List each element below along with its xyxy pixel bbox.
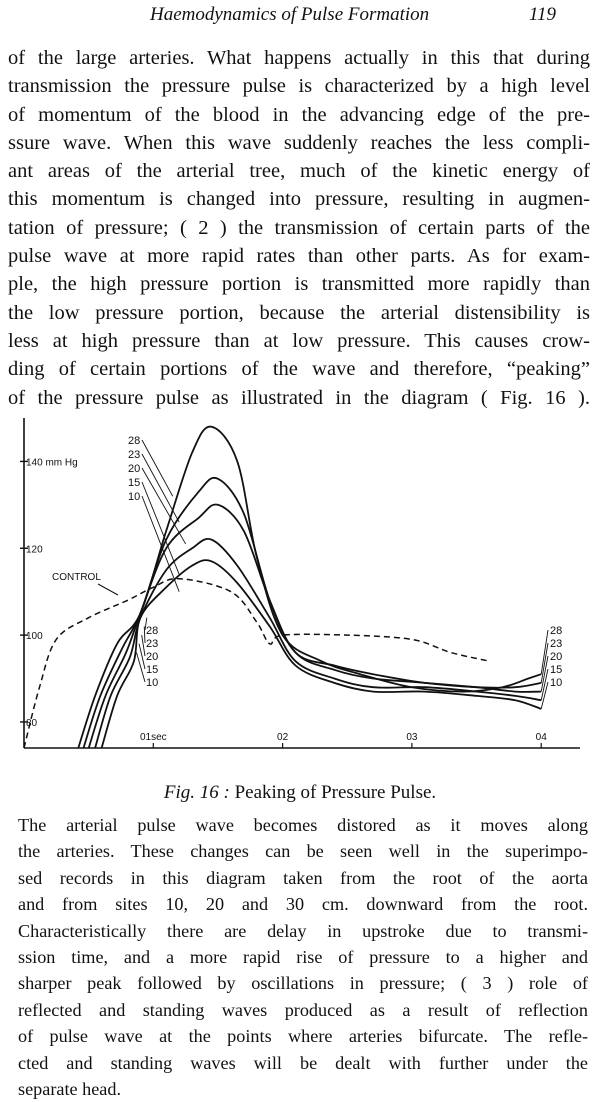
text-line: transmission the pressure pulse is characterized by a high level [8, 75, 590, 98]
end-label: 23 [550, 638, 563, 650]
x-tick-label: 03 [406, 732, 418, 743]
y-tick-label: 80 [26, 717, 38, 729]
upstroke-leader [136, 652, 145, 682]
x-tick-label: 01sec [139, 732, 167, 743]
peak-label: 20 [128, 463, 141, 475]
text-line: the arteries. These changes can be seen well in the superimpo- [18, 841, 588, 862]
series-line-23 [84, 478, 542, 748]
caption-label: Fig. 16 : [163, 782, 230, 803]
text-line: the low pressure portion, because the arterial distensibility is [8, 301, 590, 324]
upstroke-label: 10 [146, 677, 159, 689]
peak-leader [142, 454, 179, 522]
upstroke-label: 23 [146, 638, 159, 650]
upstroke-label: 28 [146, 625, 159, 637]
end-label: 28 [550, 625, 563, 637]
end-label: 10 [550, 677, 563, 689]
peak-label: 15 [128, 477, 141, 489]
series-line-28 [78, 427, 541, 748]
text-line: sed records in this diagram taken from the root of the aorta [18, 867, 588, 888]
text-line: less at high pressure than at low pressure. This causes crow- [8, 329, 590, 352]
text-line: reflected and standing waves produced as a result of reflection [18, 999, 588, 1020]
upstroke-label: 20 [146, 651, 159, 663]
text-line: Characteristically there are delay in upstroke due to transmi- [18, 920, 588, 941]
text-line: separate head. [18, 1079, 121, 1100]
x-tick-label: 02 [277, 732, 289, 743]
text-line: of the pressure pulse as illustrated in the diagram ( Fig. 16 ). [8, 386, 590, 409]
text-line: of pulse wave at the points where arteries bifurcate. The refle- [18, 1026, 588, 1047]
series-line-15 [95, 539, 541, 748]
text-line: ding of certain portions of the wave and therefore, “peaking” [8, 358, 590, 381]
paragraph-1 [8, 44, 590, 412]
y-tick-label: 100 [26, 631, 43, 643]
series-line-10 [102, 560, 542, 748]
control-line [24, 579, 490, 748]
pressure-pulse-chart [0, 398, 600, 758]
text-line: ant areas of the arterial tree, much of the kinetic energy of [8, 160, 590, 183]
y-tick-label: 140 mm Hg [26, 457, 78, 469]
end-label: 15 [550, 664, 563, 676]
figure-caption [0, 782, 600, 804]
text-line: ple, the high pressure portion is transmitted more rapidly than [8, 273, 590, 296]
text-line: tation of pressure; ( 2 ) the transmission of certain parts of the [8, 216, 590, 239]
text-line: ssure wave. When this wave suddenly reaches the less compli- [8, 131, 590, 154]
peak-label: 10 [128, 491, 141, 503]
paragraph-2 [18, 812, 588, 1102]
x-tick-label: 04 [535, 732, 547, 743]
text-line: sharper peak followed by oscillations in pressure; ( 3 ) role of [18, 973, 588, 994]
y-tick-label: 120 [26, 544, 43, 556]
control-label: CONTROL [52, 572, 101, 583]
caption-text: Peaking of Pressure Pulse. [229, 782, 437, 803]
text-line: The arterial pulse wave becomes distored as it moves along [18, 815, 588, 835]
control-leader [98, 584, 118, 595]
page-header [0, 4, 600, 26]
figure-16 [0, 398, 600, 758]
peak-label: 28 [128, 435, 141, 447]
text-line: pulse wave at more rapid rates than other parts. As for exam- [8, 245, 590, 268]
peak-label: 23 [128, 449, 141, 461]
upstroke-label: 15 [146, 664, 159, 676]
text-line: of the large arteries. What happens actually in this that during [8, 47, 590, 69]
end-leader [541, 630, 548, 674]
end-label: 20 [550, 651, 563, 663]
peak-leader [142, 440, 173, 496]
text-line: this momentum is changed into pressure, resulting in augmen- [8, 188, 590, 211]
running-title: Haemodynamics of Pulse Formation [150, 4, 430, 25]
text-line: cted and standing waves will be dealt with further under the [18, 1052, 588, 1073]
page-number: 119 [528, 4, 556, 25]
text-line: of momentum of the blood in the advancing edge of the pre- [8, 103, 590, 126]
text-line: and from sites 10, 20 and 30 cm. downward from the root. [18, 894, 588, 915]
text-line: ssion time, and a more rapid rise of pressure to a higher and [18, 947, 588, 968]
